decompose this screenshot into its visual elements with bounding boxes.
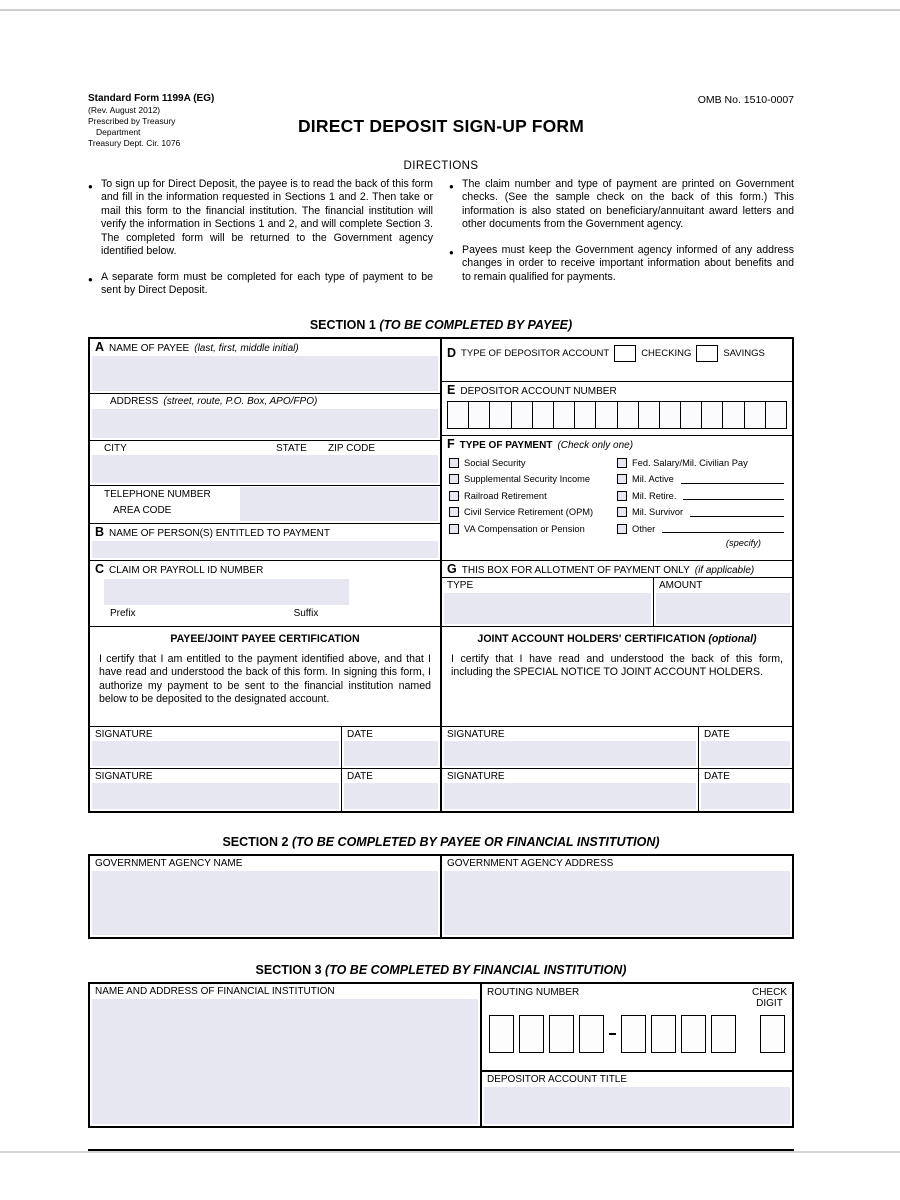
directions-left-column [88, 178, 433, 310]
telephone-row [90, 486, 440, 524]
joint-certification-title: JOINT ACCOUNT HOLDERS' CERTIFICATION [477, 632, 706, 645]
allotment-label: THIS BOX FOR ALLOTMENT OF PAYMENT ONLY [461, 564, 690, 576]
allotment-amount-field[interactable] [656, 593, 790, 624]
checkbox-icon[interactable] [617, 524, 627, 534]
agency-name-cell [90, 856, 442, 937]
dash-separator [609, 1033, 616, 1035]
address-note: (street, route, P.O. Box, APO/FPO) [163, 395, 318, 407]
joint-date-cell [699, 727, 792, 768]
payment-option-railroad-retirement[interactable]: Railroad Retirement [449, 488, 617, 505]
savings-checkbox[interactable] [696, 345, 718, 362]
bullet-icon [88, 178, 101, 259]
direction-item [449, 244, 794, 284]
financial-institution-cell [90, 984, 482, 1126]
address-label: ADDRESS [110, 395, 159, 407]
depositor-account-type-row [442, 339, 792, 382]
directions-right-column [449, 178, 794, 310]
suffix-label: Suffix [293, 607, 319, 619]
depositor-account-title-field[interactable] [484, 1087, 790, 1124]
account-digit-box[interactable] [766, 401, 787, 429]
specify-note: (specify) [725, 538, 761, 549]
direction-text: A separate form must be completed for each type of payment to be sent by Direct Deposit. [101, 270, 433, 297]
directions-heading: DIRECTIONS [403, 160, 479, 172]
savings-label: SAVINGS [723, 347, 765, 359]
routing-digit-box[interactable] [489, 1015, 514, 1053]
account-digit-box[interactable] [723, 401, 744, 429]
row-letter-b: B [95, 524, 105, 539]
joint-certification-note: (optional) [708, 632, 757, 645]
routing-digit-box[interactable] [711, 1015, 736, 1053]
payment-option-fed-salary[interactable]: Fed. Salary/Mil. Civilian Pay [617, 455, 787, 472]
row-letter-a: A [95, 339, 105, 354]
section1-title: SECTION 1 (TO BE COMPLETED BY PAYEE) [309, 317, 573, 332]
claim-number-field[interactable] [104, 579, 349, 605]
depositor-account-title-cell [482, 1072, 792, 1126]
account-digit-box[interactable] [533, 401, 554, 429]
routing-digit-box[interactable] [651, 1015, 676, 1053]
write-in-line[interactable] [683, 491, 784, 500]
signature-row-1 [90, 727, 792, 769]
routing-digit-box[interactable] [519, 1015, 544, 1053]
agency-name-field[interactable] [92, 871, 438, 935]
type-of-payment-label: TYPE OF PAYMENT [459, 439, 553, 451]
payee-signature-field[interactable] [92, 741, 339, 766]
date-label: DATE [347, 770, 373, 782]
payee-signature-cell [90, 769, 342, 811]
account-digit-box[interactable] [512, 401, 533, 429]
depositor-account-number-row [442, 382, 792, 436]
direction-item [449, 178, 794, 232]
payment-option-mil-active[interactable]: Mil. Active [617, 471, 787, 488]
joint-date-cell [699, 769, 792, 811]
checkbox-icon[interactable] [449, 458, 459, 468]
section2-title: SECTION 2 (TO BE COMPLETED BY PAYEE OR FINANCIAL INSTITUTION) [222, 834, 660, 849]
signature-label: SIGNATURE [447, 770, 505, 782]
direction-item [88, 271, 433, 298]
date-label: DATE [704, 770, 730, 782]
payment-options-right [617, 455, 787, 558]
name-of-payee-label: NAME OF PAYEE [109, 342, 190, 354]
allotment-note: (if applicable) [694, 564, 755, 576]
person-entitled-field[interactable] [92, 541, 438, 558]
payee-certification-title: PAYEE/JOINT PAYEE CERTIFICATION [170, 632, 360, 645]
row-letter-c: C [95, 561, 105, 576]
financial-institution-field[interactable] [92, 999, 478, 1124]
person-entitled-label: NAME OF PERSON(S) ENTITLED TO PAYMENT [109, 527, 330, 539]
certification-row [90, 627, 792, 727]
account-digit-box[interactable] [596, 401, 617, 429]
section1-left-column [90, 339, 442, 626]
routing-number-cell [482, 984, 792, 1072]
row-letter-e: E [447, 382, 456, 397]
payee-date-cell [342, 727, 442, 768]
section1-table [88, 337, 794, 813]
direction-text: To sign up for Direct Deposit, the payee is to read the back of this form and fill in the information requested in Sections 1 and 2. Then take or mail this form to the financial institution. The financial institution will verify the information in Sections 1 and 2, and will complete Section 3. The completed form will be returned to the Government agency identified below. [101, 178, 433, 258]
account-digit-box[interactable] [681, 401, 702, 429]
section3-table [88, 982, 794, 1128]
form-header [88, 92, 794, 156]
routing-group-2 [621, 1015, 736, 1053]
account-digit-box[interactable] [554, 401, 575, 429]
signature-label: SIGNATURE [447, 728, 505, 740]
address-row [90, 394, 440, 441]
omb-number: OMB No. 1510-0007 [697, 94, 794, 106]
allotment-type-cell [442, 578, 654, 626]
agency-name-label: GOVERNMENT AGENCY NAME [95, 857, 243, 869]
payment-option-supplemental-security-income[interactable]: Supplemental Security Income [449, 471, 617, 488]
payment-options-left [449, 455, 617, 558]
bullet-icon [88, 271, 101, 298]
checkbox-icon[interactable] [617, 474, 627, 484]
direction-text: Payees must keep the Government agency informed of any address changes in order to receive important information about benefits and to remain qualified for payments. [462, 243, 794, 283]
checkbox-icon[interactable] [617, 491, 627, 501]
section3-right-column [482, 984, 792, 1126]
account-digit-box[interactable] [490, 401, 511, 429]
signature-label: SIGNATURE [95, 728, 153, 740]
account-digit-box[interactable] [469, 401, 490, 429]
row-letter-f: F [447, 436, 455, 451]
joint-date-field[interactable] [701, 783, 790, 809]
routing-digit-box[interactable] [681, 1015, 706, 1053]
account-digit-box[interactable] [447, 401, 469, 429]
write-in-line[interactable] [662, 524, 784, 533]
payee-signature-field[interactable] [92, 783, 339, 809]
account-type-label: TYPE OF DEPOSITOR ACCOUNT [461, 347, 610, 359]
depositor-account-title-label: DEPOSITOR ACCOUNT TITLE [487, 1073, 628, 1085]
zip-code-label: ZIP CODE [328, 442, 376, 454]
state-label: STATE [276, 442, 307, 454]
row-letter-g: G [447, 561, 457, 576]
joint-signature-cell [442, 727, 699, 768]
joint-signature-field[interactable] [444, 783, 696, 809]
date-label: DATE [704, 728, 730, 740]
bullet-icon [449, 244, 462, 284]
allotment-amount-label: AMOUNT [659, 579, 703, 591]
name-of-payee-note: (last, first, middle initial) [194, 342, 299, 354]
routing-number-label: ROUTING NUMBER [487, 986, 580, 998]
claim-number-row [90, 561, 440, 626]
signature-row-2 [90, 769, 792, 811]
checkbox-icon[interactable] [617, 507, 627, 517]
type-of-payment-note: (Check only one) [557, 439, 634, 451]
account-digit-box[interactable] [660, 401, 681, 429]
checking-label: CHECKING [641, 347, 692, 359]
payee-date-field[interactable] [344, 783, 438, 809]
name-of-payee-field[interactable] [92, 356, 438, 391]
checkbox-icon[interactable] [449, 507, 459, 517]
account-digit-box[interactable] [639, 401, 660, 429]
payment-option-mil-survivor[interactable]: Mil. Survivor [617, 504, 787, 521]
joint-certification [442, 627, 792, 726]
routing-digit-box[interactable] [549, 1015, 574, 1053]
scan-edge-bottom [0, 1151, 900, 1153]
routing-digit-box[interactable] [621, 1015, 646, 1053]
payee-certification-text: I certify that I am entitled to the payment identified above, and that I have read and understood the back of this form. In signing this form, I authorize my payment to be sent to the financial institution named below to be deposited to the designated account. [99, 652, 431, 706]
area-code-label: AREA CODE [113, 504, 172, 516]
form-circular: Treasury Dept. Cir. 1076 [88, 138, 181, 149]
joint-date-field[interactable] [701, 741, 790, 766]
payee-certification [90, 627, 442, 726]
joint-signature-field[interactable] [444, 741, 696, 766]
account-digit-box[interactable] [618, 401, 639, 429]
agency-address-label: GOVERNMENT AGENCY ADDRESS [447, 857, 614, 869]
write-in-line[interactable] [681, 475, 784, 484]
agency-address-field[interactable] [444, 871, 790, 935]
section1-right-column [442, 339, 792, 626]
scan-edge-top [0, 9, 900, 11]
allotment-type-field[interactable] [444, 593, 651, 624]
routing-group-1 [489, 1015, 604, 1053]
check-digit-box[interactable] [760, 1015, 785, 1053]
row-letter-d: D [447, 345, 457, 360]
payment-option-civil-service-retirement[interactable]: Civil Service Retirement (OPM) [449, 504, 617, 521]
payment-option-mil-retire[interactable]: Mil. Retire. [617, 488, 787, 505]
section3-title: SECTION 3 (TO BE COMPLETED BY FINANCIAL INSTITUTION) [255, 962, 627, 977]
payee-signature-cell [90, 727, 342, 768]
bullet-icon [449, 178, 462, 232]
city-state-zip-field[interactable] [92, 455, 438, 483]
checkbox-icon[interactable] [449, 474, 459, 484]
page-title: DIRECT DEPOSIT SIGN-UP FORM [297, 116, 585, 136]
direction-text: The claim number and type of payment are printed on Government checks. (See the sample check on the back of this form.) This information is also stated on beneficiary/annuitant award letters and other documents from the Government agency. [462, 178, 794, 231]
city-state-zip-row [90, 441, 440, 486]
form-prescriber-line2: Department [96, 127, 141, 138]
joint-certification-text: I certify that I have read and understood the back of this form, including the SPECIAL NOTICE TO JOINT ACCOUNT HOLDERS. [451, 652, 783, 679]
payee-date-cell [342, 769, 442, 811]
address-field[interactable] [92, 409, 438, 438]
allotment-type-label: TYPE [447, 579, 474, 591]
checkbox-icon[interactable] [449, 491, 459, 501]
claim-number-label: CLAIM OR PAYROLL ID NUMBER [109, 564, 264, 576]
city-label: CITY [104, 442, 127, 454]
allotment-row [442, 561, 792, 626]
directions [88, 178, 794, 310]
payment-option-va-compensation[interactable]: VA Compensation or Pension [449, 521, 617, 538]
payment-option-other[interactable]: Other [617, 521, 787, 538]
person-entitled-row [90, 524, 440, 561]
name-of-payee-row [90, 339, 440, 394]
routing-digit-box[interactable] [579, 1015, 604, 1053]
prefix-label: Prefix [110, 607, 136, 619]
payee-date-field[interactable] [344, 741, 438, 766]
checking-checkbox[interactable] [614, 345, 636, 362]
agency-address-cell [442, 856, 792, 937]
account-number-label: DEPOSITOR ACCOUNT NUMBER [460, 385, 617, 397]
direct-deposit-form [88, 92, 794, 1151]
checkbox-icon[interactable] [449, 524, 459, 534]
joint-signature-cell [442, 769, 699, 811]
routing-number-boxes [487, 1015, 787, 1053]
next-section-cutoff-line [88, 1149, 794, 1151]
date-label: DATE [347, 728, 373, 740]
type-of-payment-row [442, 436, 792, 561]
signature-label: SIGNATURE [95, 770, 153, 782]
checkbox-icon[interactable] [617, 458, 627, 468]
form-number: Standard Form 1199A (EG) [88, 93, 215, 104]
financial-institution-label: NAME AND ADDRESS OF FINANCIAL INSTITUTION [95, 985, 335, 997]
account-digit-box[interactable] [702, 401, 723, 429]
allotment-amount-cell [654, 578, 792, 626]
section2-table [88, 854, 794, 939]
payment-option-social-security[interactable]: Social Security [449, 455, 617, 472]
account-number-boxes [447, 401, 787, 429]
form-prescriber-line1: Prescribed by Treasury [88, 116, 176, 127]
form-revision: (Rev. August 2012) [88, 105, 161, 115]
telephone-label: TELEPHONE NUMBER [104, 488, 211, 500]
account-digit-box[interactable] [575, 401, 596, 429]
direction-item [88, 178, 433, 259]
write-in-line[interactable] [690, 508, 784, 517]
account-digit-box[interactable] [745, 401, 766, 429]
check-digit-label: CHECK DIGIT [751, 986, 787, 1009]
telephone-field[interactable] [240, 487, 438, 521]
